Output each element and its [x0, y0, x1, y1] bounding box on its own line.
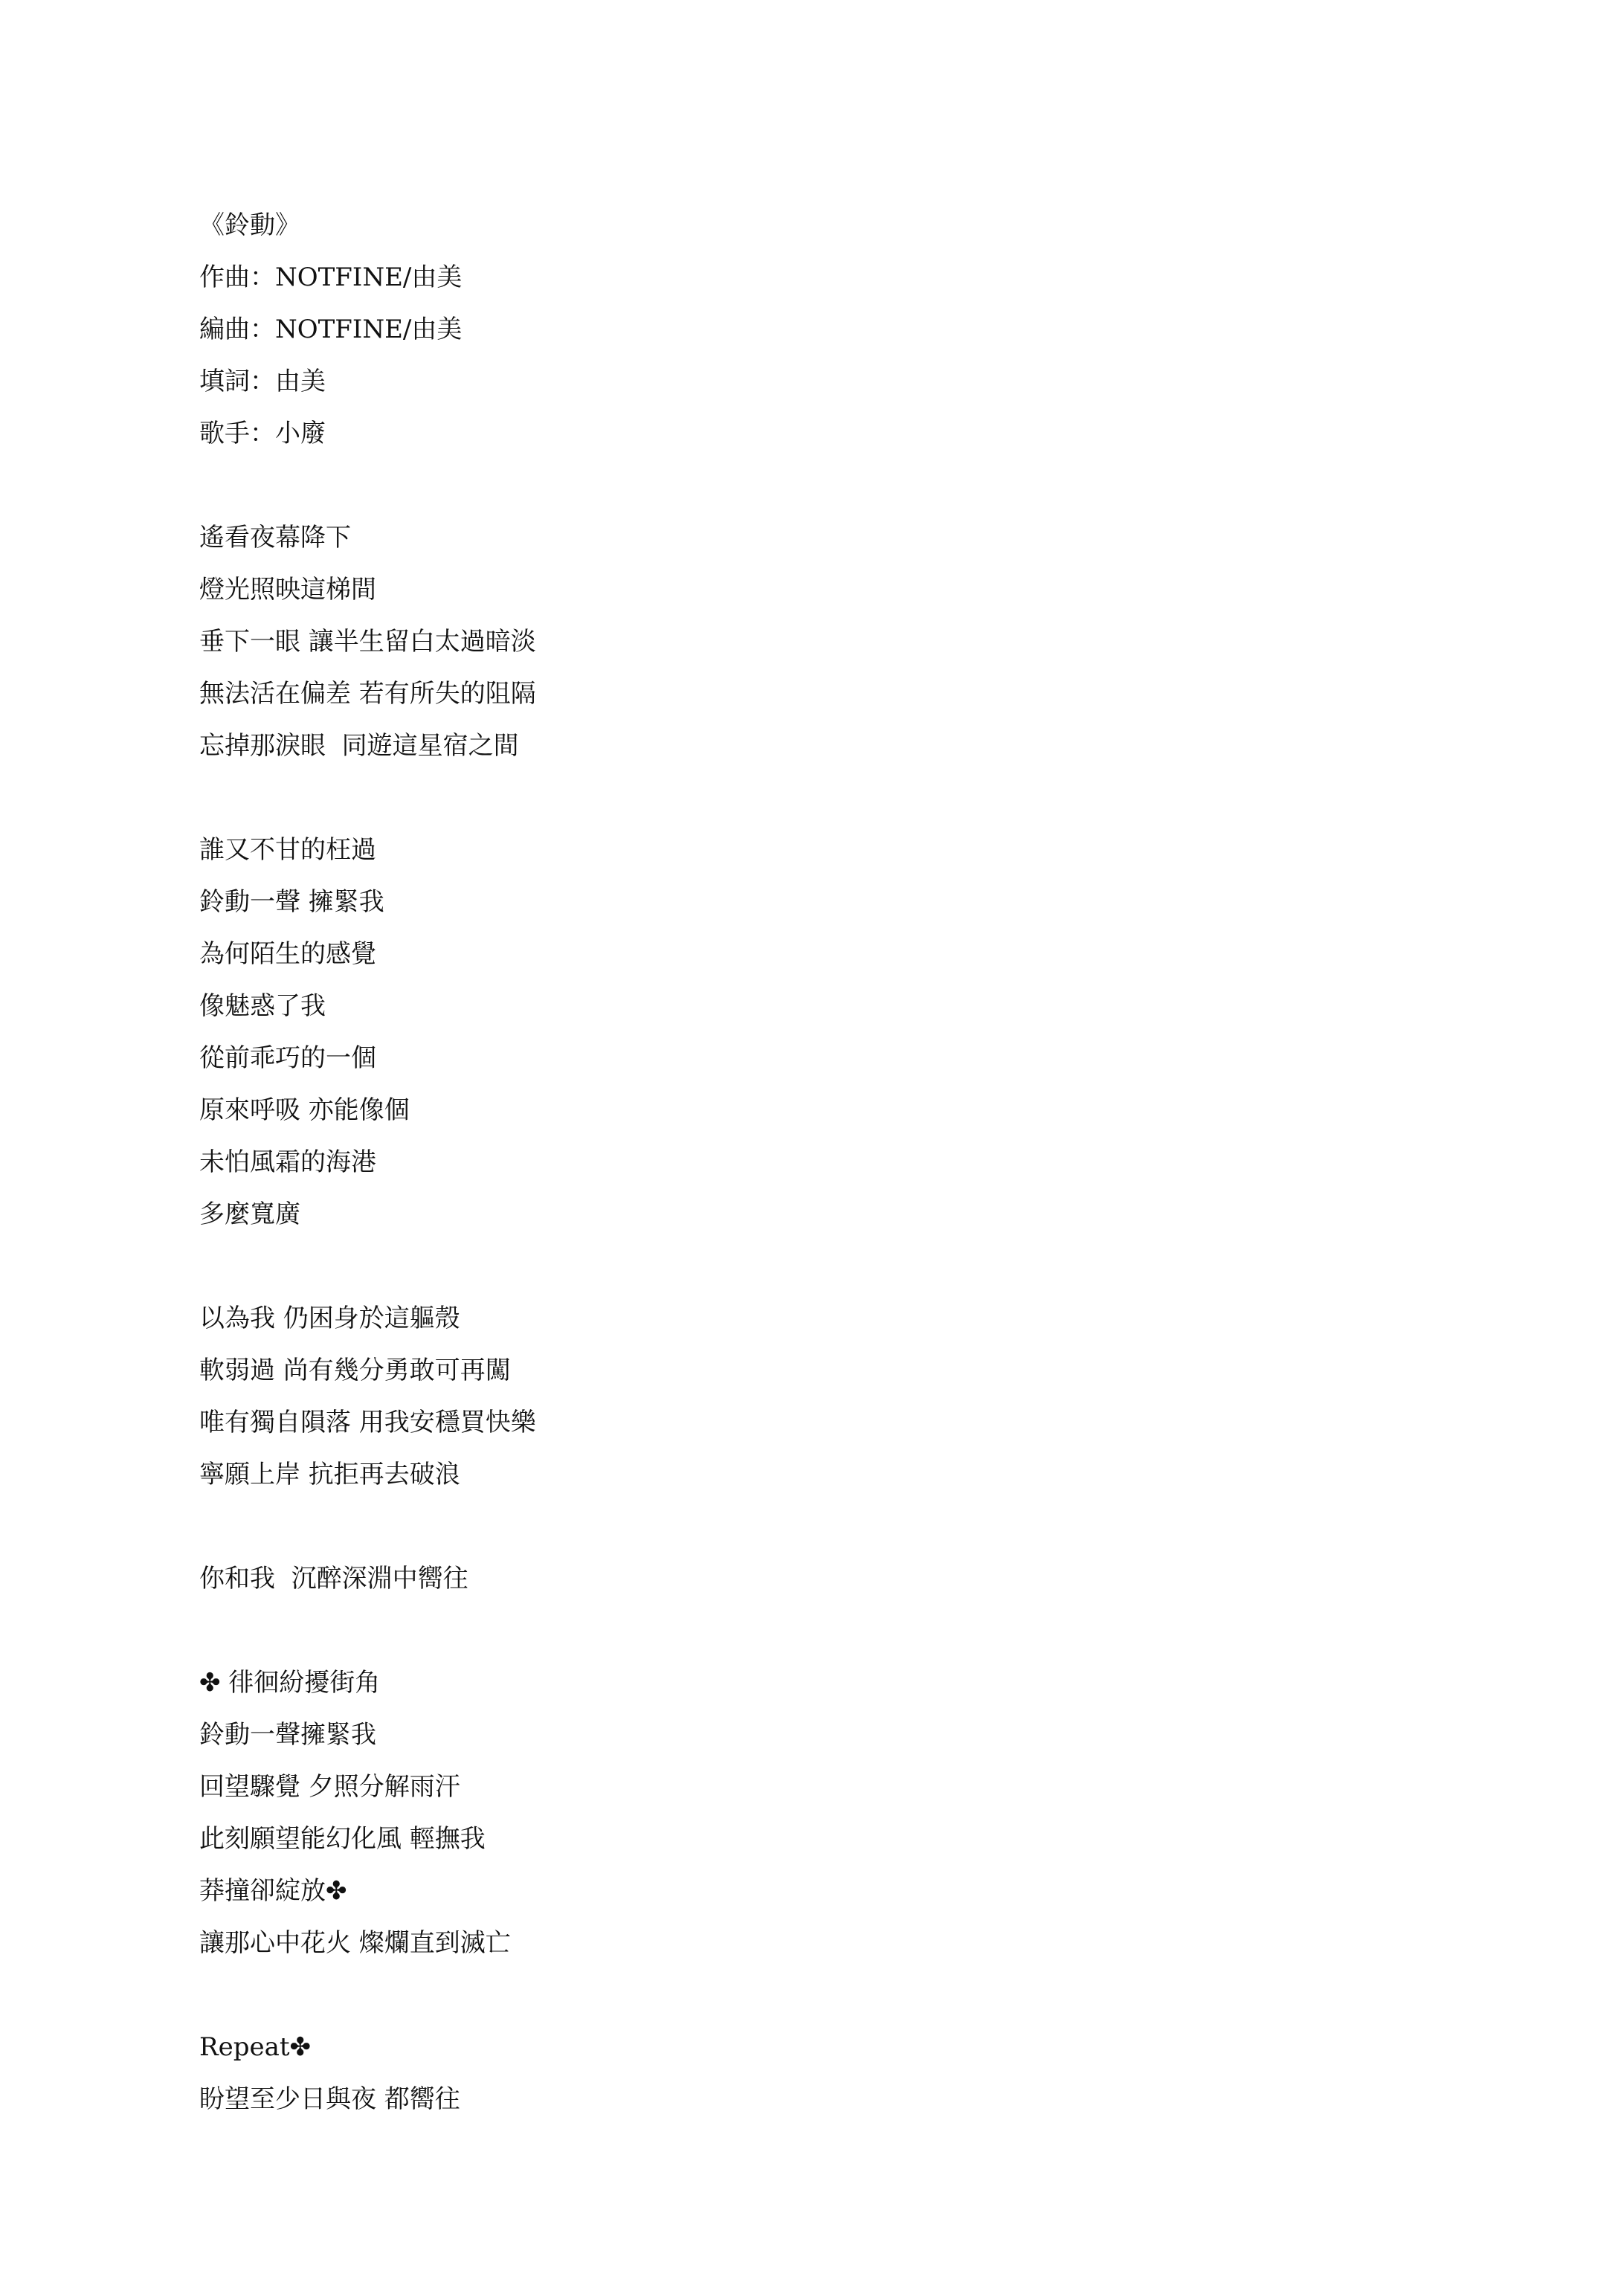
- lyric-line: ✤ 徘徊紛擾街角: [199, 1668, 381, 1698]
- stanza-gap: [199, 1501, 1389, 1553]
- lyric-line: 寧願上岸 抗拒再去破浪: [199, 1460, 460, 1489]
- lyric-line: 回望驟覺 夕照分解雨汗: [199, 1772, 460, 1802]
- verse-3: [199, 1292, 1389, 1501]
- lyric-line: Repeat✤: [199, 2032, 312, 2062]
- verse-2: [199, 824, 1389, 1240]
- lyric-line: 讓那心中花火 燦爛直到滅亡: [199, 1928, 511, 1958]
- chorus: [199, 1657, 1389, 1969]
- lyric-line: 以為我 仍困身於這軀殼: [199, 1304, 460, 1333]
- outro: [199, 2021, 1389, 2125]
- lyric-line: 無法活在偏差 若有所失的阻隔: [199, 679, 536, 709]
- lyrics-body: [199, 199, 1389, 2125]
- verse-1: [199, 512, 1389, 772]
- stanza-gap: [199, 772, 1389, 824]
- lyric-line: 唯有獨自隕落 用我安穩買快樂: [199, 1408, 536, 1437]
- lyric-line: 垂下一眼 讓半生留白太過暗淡: [199, 627, 536, 657]
- lyric-line: 遙看夜幕降下: [199, 523, 351, 552]
- lyric-line: 軟弱過 尚有幾分勇敢可再闖: [199, 1356, 511, 1385]
- arranger-credit: 編曲：NOTFINE/由美: [199, 315, 463, 344]
- lyric-line: 盼望至少日與夜 都嚮往: [199, 2084, 460, 2114]
- singer-credit: 歌手：小廢: [199, 419, 326, 448]
- lyric-line: 鈴動一聲擁緊我: [199, 1720, 376, 1750]
- lyric-line: 從前乖巧的一個: [199, 1043, 376, 1073]
- composer-credit: 作曲：NOTFINE/由美: [199, 262, 463, 292]
- stanza-gap: [199, 1605, 1389, 1657]
- lyric-line: 未怕風霜的海港: [199, 1147, 376, 1177]
- lyric-line: 多麼寬廣: [199, 1199, 300, 1229]
- song-header: [199, 199, 1389, 460]
- lyric-line: 此刻願望能幻化風 輕撫我: [199, 1824, 486, 1854]
- stanza-gap: [199, 460, 1389, 512]
- song-title: 《鈴動》: [199, 210, 300, 240]
- lyric-line: 莽撞卻綻放✤: [199, 1876, 347, 1906]
- lyric-line: 原來呼吸 亦能像個: [199, 1095, 410, 1125]
- lyric-line: 為何陌生的感覺: [199, 939, 376, 969]
- lyric-line: 像魅惑了我: [199, 991, 326, 1021]
- lyric-line: 燈光照映這梯間: [199, 575, 376, 605]
- lyric-line: 誰又不甘的枉過: [199, 835, 376, 865]
- lyric-line: 鈴動一聲 擁緊我: [199, 887, 384, 917]
- lyric-line: 你和我 沉醉深淵中嚮往: [199, 1564, 468, 1594]
- bridge: [199, 1553, 1389, 1605]
- stanza-gap: [199, 1969, 1389, 2021]
- lyricist-credit: 填詞：由美: [199, 367, 326, 396]
- stanza-gap: [199, 1240, 1389, 1292]
- lyric-line: 忘掉那淚眼 同遊這星宿之間: [199, 731, 519, 761]
